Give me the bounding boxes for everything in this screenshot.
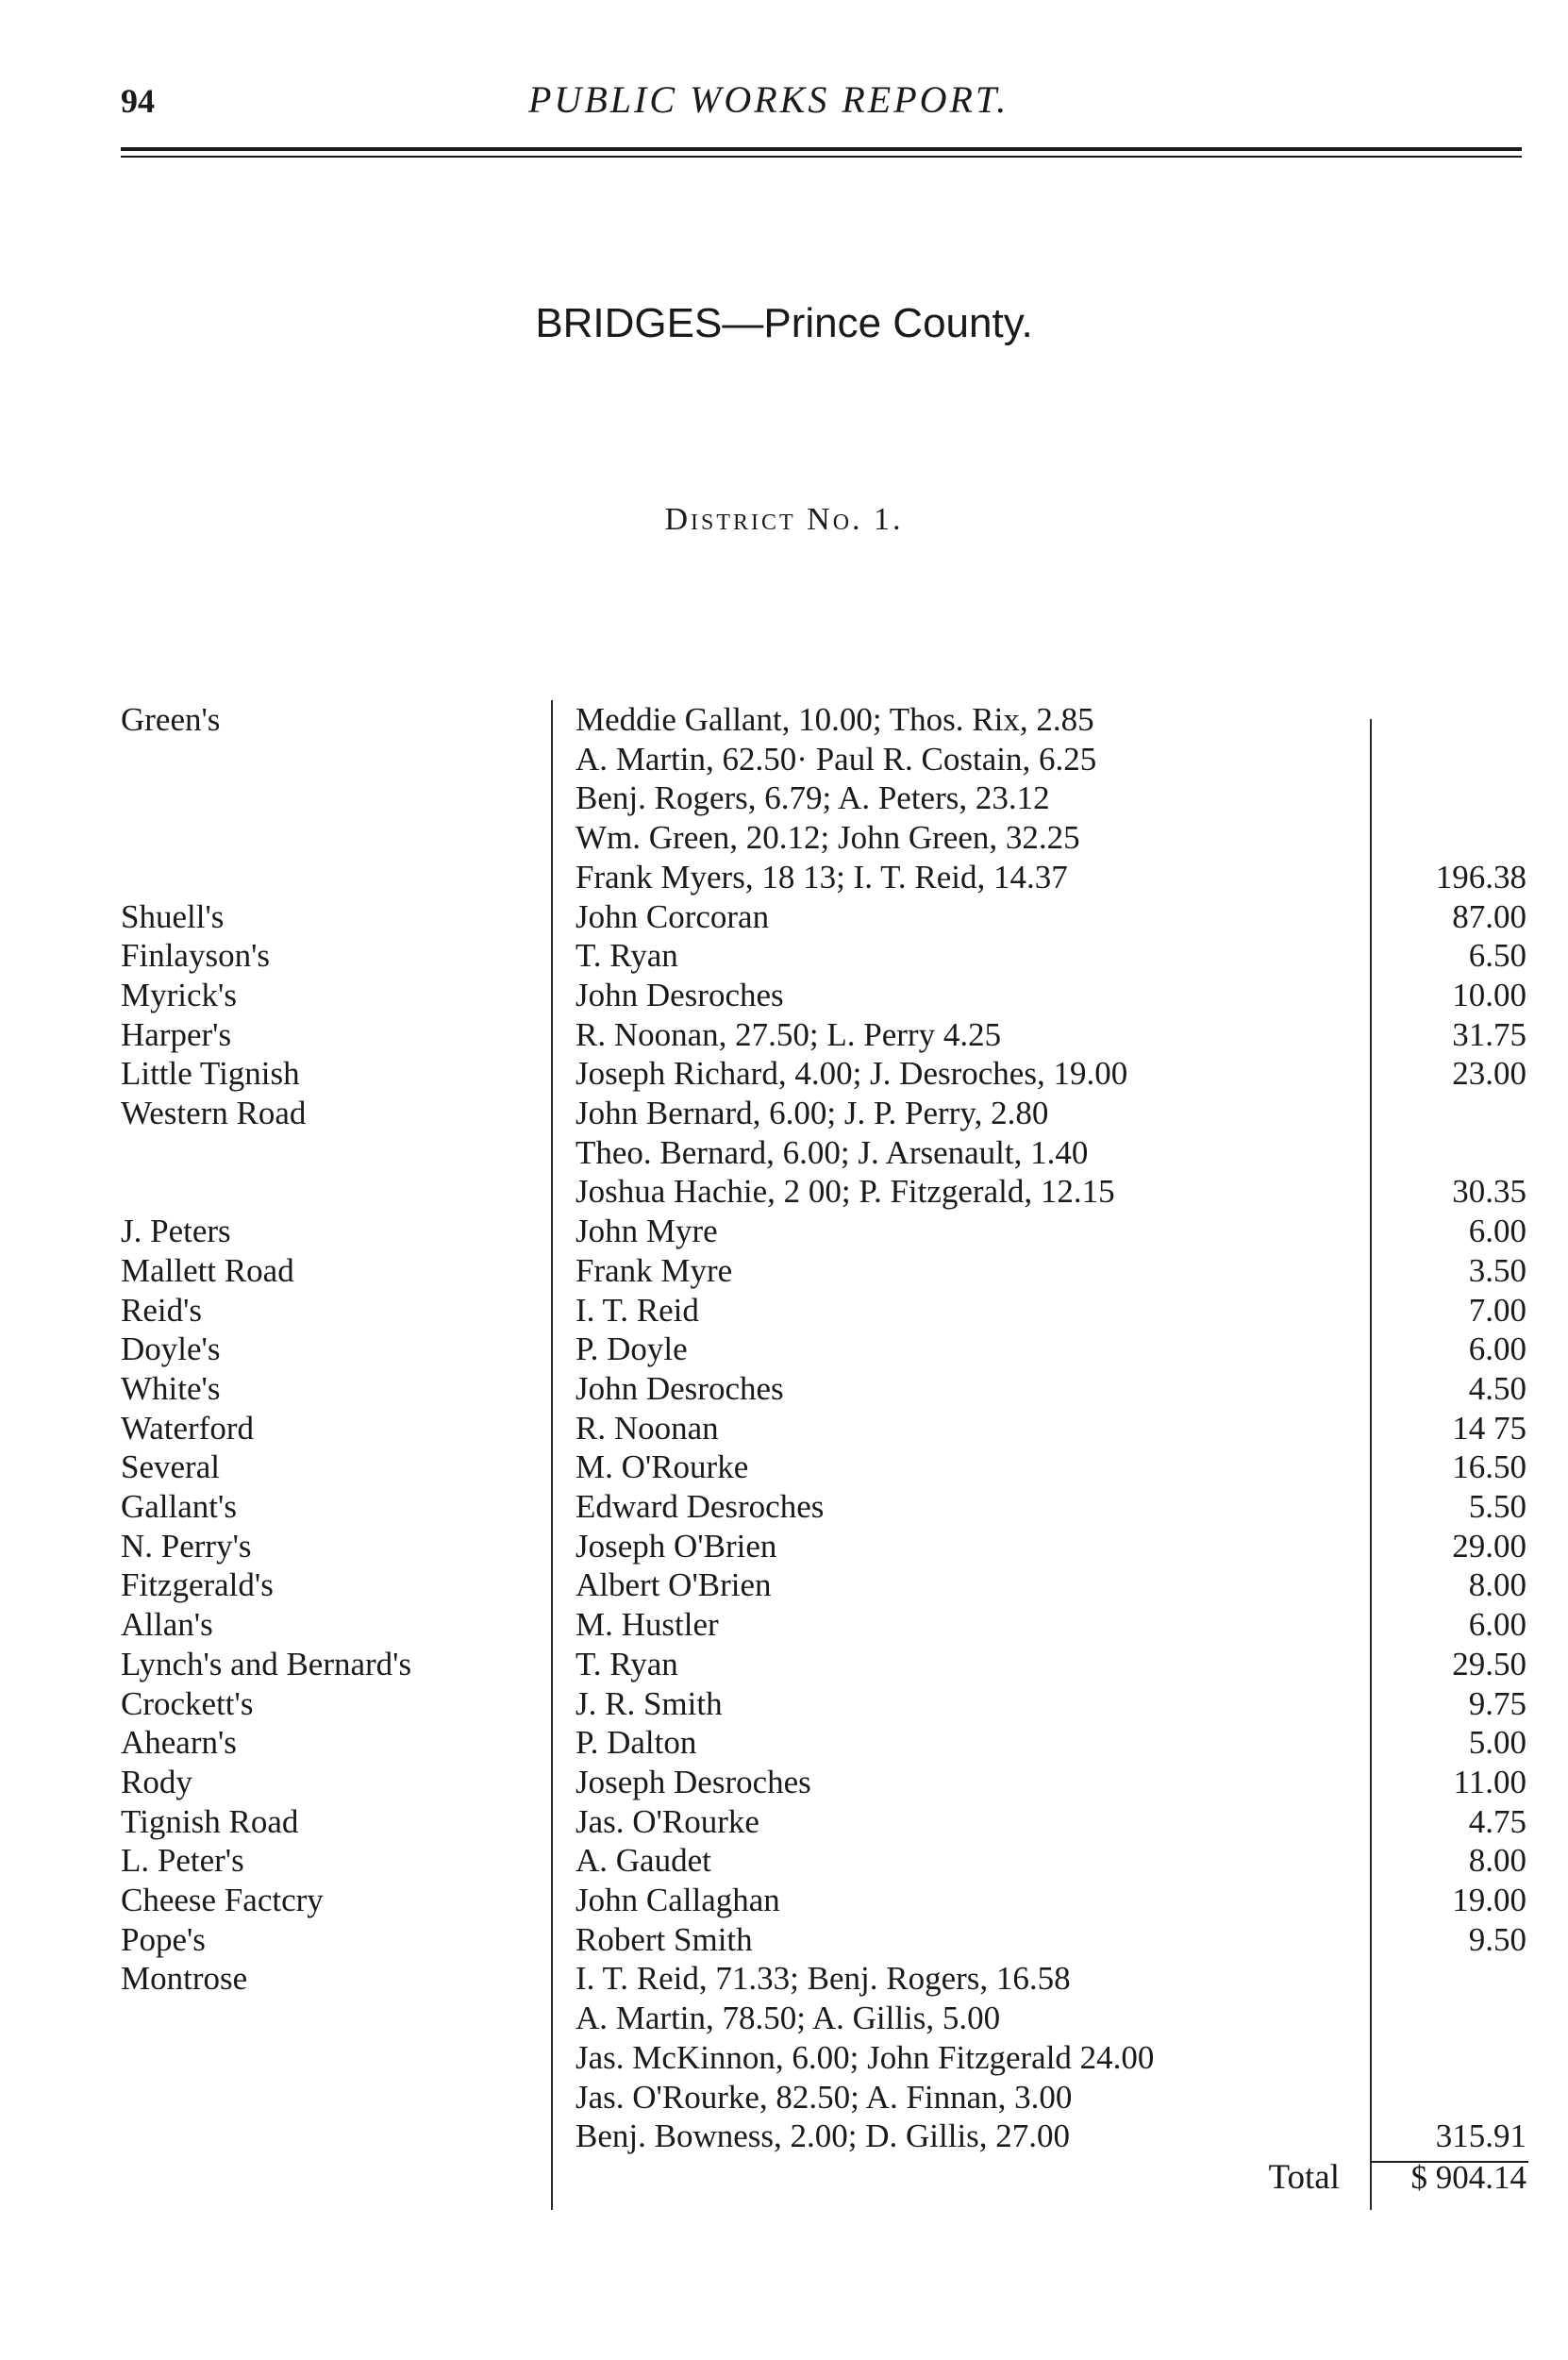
bridge-name: L. Peter's xyxy=(121,1842,244,1880)
payee-entries: Robert Smith xyxy=(575,1920,753,1958)
payee-entries: John Callaghan xyxy=(575,1882,780,1918)
payee-entries: Frank Myre xyxy=(575,1251,733,1289)
table-row xyxy=(0,1565,1568,1604)
amount: 29.50 xyxy=(1452,1645,1526,1682)
amount: 8.00 xyxy=(1468,1842,1526,1880)
amount: 8.00 xyxy=(1468,1566,1526,1604)
table-row xyxy=(0,1841,1568,1880)
payee-entries: Joseph O'Brien xyxy=(575,1527,777,1565)
table-row xyxy=(0,740,1568,778)
payee-entries: P. Doyle xyxy=(575,1331,688,1368)
payee-entries: Jas. McKinnon, 6.00; John Fitzgerald 24.00 xyxy=(575,2038,1155,2076)
table-row xyxy=(0,1527,1568,1565)
payee-entries: Joseph Richard, 4.00; J. Desroches, 19.00 xyxy=(575,1055,1128,1093)
section-title: BRIDGES—Prince County. xyxy=(535,300,1033,346)
district-heading: District No. 1. xyxy=(664,502,904,537)
bridge-name: Crockett's xyxy=(121,1684,254,1722)
table-row xyxy=(0,2078,1568,2117)
amount: 6.00 xyxy=(1468,1213,1526,1250)
table-row xyxy=(0,700,1568,739)
bridge-name: Green's xyxy=(121,701,221,738)
bridge-name: Harper's xyxy=(121,1015,232,1053)
bridge-name: Reid's xyxy=(121,1291,203,1329)
amount: 19.00 xyxy=(1452,1882,1526,1918)
bridge-name: Finlayson's xyxy=(121,937,270,975)
payee-entries: Albert O'Brien xyxy=(575,1566,772,1604)
payee-entries: Theo. Bernard, 6.00; J. Arsenault, 1.40 xyxy=(575,1133,1089,1171)
table-row xyxy=(0,1999,1568,2037)
amount: 6.00 xyxy=(1468,1606,1526,1644)
amount: 9.75 xyxy=(1468,1684,1526,1722)
table-row xyxy=(0,1645,1568,1683)
payee-entries: I. T. Reid, 71.33; Benj. Rogers, 16.58 xyxy=(575,1960,1071,1998)
bridge-name: Little Tignish xyxy=(121,1055,300,1093)
payee-entries: John Myre xyxy=(575,1213,718,1250)
table-row xyxy=(0,1291,1568,1330)
table-row xyxy=(0,2117,1568,2155)
payee-entries: M. Hustler xyxy=(575,1606,719,1644)
table-row xyxy=(0,818,1568,857)
bridge-name: Pope's xyxy=(121,1920,206,1958)
payee-entries: I. T. Reid xyxy=(575,1291,699,1329)
total-value: $ 904.14 xyxy=(1410,2159,1526,2196)
bridge-name: Waterford xyxy=(121,1409,254,1447)
table-row xyxy=(0,936,1568,975)
payee-entries: John Corcoran xyxy=(575,897,770,935)
amount: 30.35 xyxy=(1452,1173,1526,1211)
payee-entries: Joshua Hachie, 2 00; P. Fitzgerald, 12.15 xyxy=(575,1173,1115,1211)
payee-entries: Edward Desroches xyxy=(575,1488,825,1525)
bridge-name: N. Perry's xyxy=(121,1527,252,1565)
amount: 3.50 xyxy=(1468,1251,1526,1289)
payee-entries: Frank Myers, 18 13; I. T. Reid, 14.37 xyxy=(575,858,1068,895)
table-row xyxy=(0,1212,1568,1250)
amount: 31.75 xyxy=(1452,1015,1526,1053)
payee-entries: T. Ryan xyxy=(575,1645,678,1682)
payee-entries: Joseph Desroches xyxy=(575,1763,811,1800)
amount: 315.91 xyxy=(1435,2117,1526,2155)
payee-entries: Jas. O'Rourke xyxy=(575,1802,759,1840)
amount: 10.00 xyxy=(1452,976,1526,1013)
table-row xyxy=(0,778,1568,817)
table-row xyxy=(0,1369,1568,1408)
payee-entries: A. Martin, 62.50· Paul R. Costain, 6.25 xyxy=(575,740,1097,778)
table-row xyxy=(0,1881,1568,1919)
amount: 6.00 xyxy=(1468,1331,1526,1368)
payee-entries: Benj. Rogers, 6.79; A. Peters, 23.12 xyxy=(575,779,1050,817)
amount: 11.00 xyxy=(1453,1763,1526,1800)
table-row xyxy=(0,1487,1568,1526)
payee-entries: J. R. Smith xyxy=(575,1684,723,1722)
payee-entries: A. Gaudet xyxy=(575,1842,711,1880)
table-row xyxy=(0,1605,1568,1644)
table-row xyxy=(0,1054,1568,1093)
total-label: Total xyxy=(1268,2158,1340,2197)
amount: 23.00 xyxy=(1452,1055,1526,1093)
payee-entries: John Desroches xyxy=(575,1369,784,1407)
amount: 87.00 xyxy=(1452,897,1526,935)
table-row xyxy=(0,1172,1568,1211)
bridge-name: Several xyxy=(121,1448,220,1486)
table-row xyxy=(0,1723,1568,1762)
table-row xyxy=(0,1802,1568,1841)
payee-entries: M. O'Rourke xyxy=(575,1448,749,1486)
table-row xyxy=(0,1094,1568,1132)
bridge-name: Gallant's xyxy=(121,1488,237,1525)
payee-entries: A. Martin, 78.50; A. Gillis, 5.00 xyxy=(575,2000,1001,2037)
payee-entries: John Desroches xyxy=(575,976,784,1013)
payee-entries: P. Dalton xyxy=(575,1724,697,1762)
payee-entries: R. Noonan, 27.50; L. Perry 4.25 xyxy=(575,1015,1002,1053)
running-title: PUBLIC WORKS REPORT. xyxy=(528,78,1009,121)
bridge-name: Ahearn's xyxy=(121,1724,237,1762)
amount: 9.50 xyxy=(1468,1920,1526,1958)
table-row xyxy=(0,1684,1568,1723)
amount: 4.75 xyxy=(1468,1802,1526,1840)
table-row xyxy=(0,1330,1568,1368)
bridge-name: Montrose xyxy=(121,1960,248,1998)
table-row xyxy=(0,1133,1568,1172)
amount: 16.50 xyxy=(1452,1448,1526,1486)
table-row xyxy=(0,1959,1568,1998)
bridge-name: J. Peters xyxy=(121,1213,231,1250)
bridge-name: Fitzgerald's xyxy=(121,1566,274,1604)
bridge-name: Doyle's xyxy=(121,1331,221,1368)
amount: 196.38 xyxy=(1435,858,1526,895)
bridge-name: White's xyxy=(121,1369,221,1407)
bridge-name: Tignish Road xyxy=(121,1802,299,1840)
bridge-name: Lynch's and Bernard's xyxy=(121,1645,412,1682)
table-row xyxy=(0,858,1568,896)
payee-entries: Meddie Gallant, 10.00; Thos. Rix, 2.85 xyxy=(575,701,1094,738)
table-row xyxy=(0,1015,1568,1054)
table-row xyxy=(0,1251,1568,1290)
payee-entries: R. Noonan xyxy=(575,1409,719,1447)
payee-entries: John Bernard, 6.00; J. P. Perry, 2.80 xyxy=(575,1095,1049,1131)
bridge-name: Myrick's xyxy=(121,976,237,1013)
table-row xyxy=(0,1448,1568,1486)
bridge-name: Shuell's xyxy=(121,897,225,935)
payee-entries: Jas. O'Rourke, 82.50; A. Finnan, 3.00 xyxy=(575,2078,1073,2116)
page-number: 94 xyxy=(121,82,155,120)
amount: 29.00 xyxy=(1452,1527,1526,1565)
amount: 6.50 xyxy=(1468,937,1526,975)
amount: 7.00 xyxy=(1468,1291,1526,1329)
amount: 5.50 xyxy=(1468,1488,1526,1525)
payee-entries: Benj. Bowness, 2.00; D. Gillis, 27.00 xyxy=(575,2117,1071,2155)
amount: 14 75 xyxy=(1452,1409,1526,1447)
table-row xyxy=(0,1763,1568,1801)
payee-entries: T. Ryan xyxy=(575,937,678,975)
bridge-name: Western Road xyxy=(121,1095,307,1131)
table-row xyxy=(0,1409,1568,1448)
amount: 4.50 xyxy=(1468,1369,1526,1407)
bridge-name: Mallett Road xyxy=(121,1251,294,1289)
table-row xyxy=(0,1920,1568,1959)
bridge-name: Cheese Factcry xyxy=(121,1882,324,1918)
bridge-name: Allan's xyxy=(121,1606,213,1644)
amount: 5.00 xyxy=(1468,1724,1526,1762)
table-row xyxy=(0,976,1568,1014)
bridge-name: Rody xyxy=(121,1763,192,1800)
table-row xyxy=(0,2038,1568,2077)
payee-entries: Wm. Green, 20.12; John Green, 32.25 xyxy=(575,819,1080,857)
table-row xyxy=(0,897,1568,936)
